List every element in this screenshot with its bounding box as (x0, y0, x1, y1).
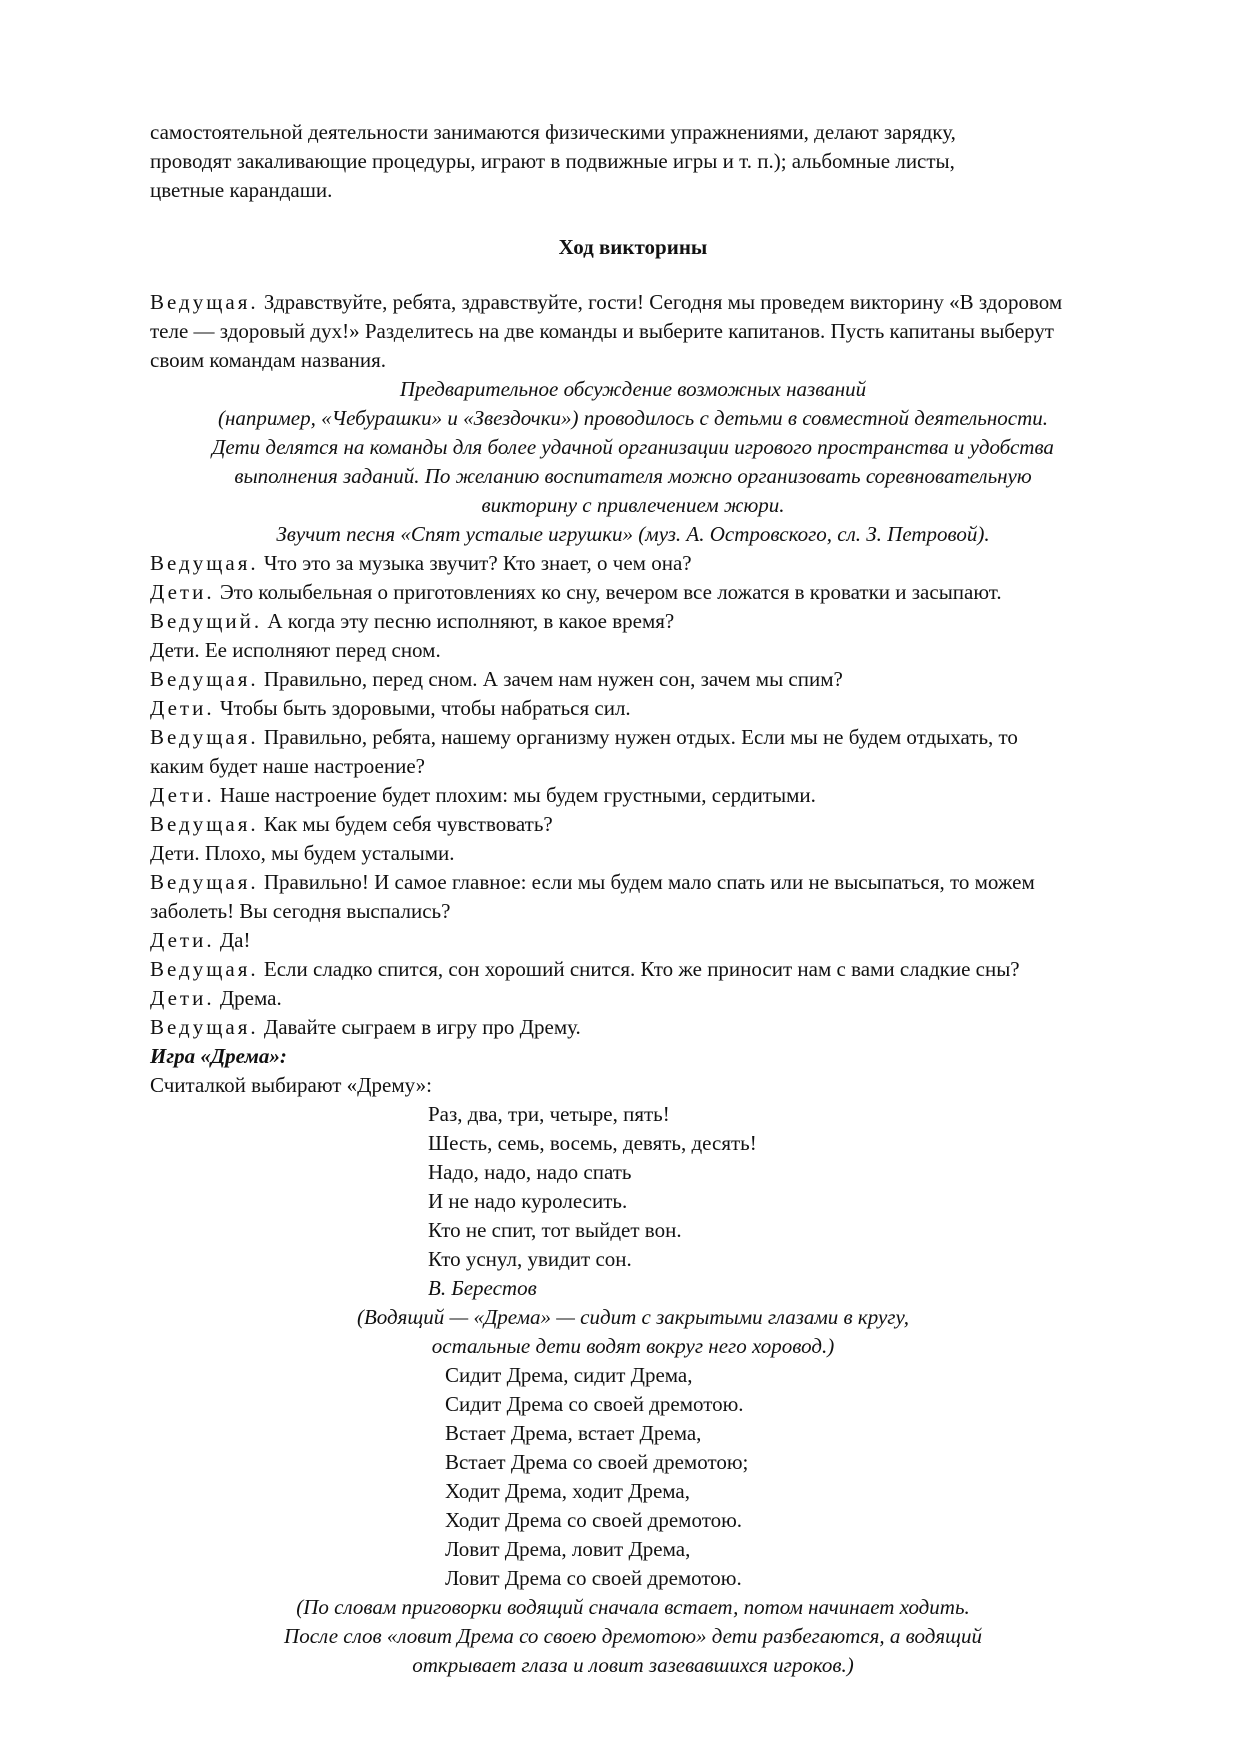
dialogue-line: Ведущий. А когда эту песню исполняют, в какое время? (150, 609, 675, 633)
dialogue-continuation: каким будет наше настроение? (150, 754, 425, 778)
speaker: Дети. (150, 696, 215, 720)
speaker: Ведущая. (150, 551, 259, 575)
speaker: Ведущая. (150, 667, 259, 691)
song-line: Ходит Дрема, ходит Дрема, (445, 1479, 691, 1503)
speaker: Ведущий. (150, 609, 263, 633)
speaker: Ведущая. (150, 870, 259, 894)
rhyme-line: Надо, надо, надо спать (428, 1160, 632, 1184)
speaker: Дети. (150, 580, 215, 604)
dialogue-line: Дети. Ее исполняют перед сном. (150, 638, 441, 662)
song-line: Встает Дрема, встает Дрема, (445, 1421, 702, 1445)
dialogue-line: Дети. Дрема. (150, 986, 282, 1010)
speaker: Дети. (150, 783, 215, 807)
note-line: (например, «Чебурашки» и «Звездочки») проводилось с детьми в совместной деятельности. (217, 406, 1049, 430)
dialogue-line: Дети. Плохо, мы будем усталыми. (150, 841, 455, 865)
rhyme-line: И не надо куролесить. (428, 1189, 628, 1213)
dialogue-line: Ведущая. Если сладко спится, сон хороший снится. Кто же приносит нам с вами сладкие сны? (150, 957, 1020, 981)
song-line: Сидит Дрема со своей дремотою. (445, 1392, 744, 1416)
note-line: Дети делятся на команды для более удачной организации игрового пространства и удобства (212, 435, 1054, 459)
dialogue-line: Дети. Наше настроение будет плохим: мы будем грустными, сердитыми. (150, 783, 816, 807)
dialogue-line: Дети. Чтобы быть здоровыми, чтобы набраться сил. (150, 696, 631, 720)
song-line: Ходит Дрема со своей дремотою. (445, 1508, 743, 1532)
speaker: Дети. (150, 928, 215, 952)
dialogue-line: Ведущая. Как мы будем себя чувствовать? (150, 812, 553, 836)
dialogue-line: Ведущая. Правильно, перед сном. А зачем нам нужен сон, зачем мы спим? (150, 667, 843, 691)
intro-line-3: цветные карандаши. (150, 178, 333, 202)
intro-line-1: самостоятельной деятельности занимаются физическими упражнениями, делают зарядку, (150, 120, 956, 144)
speaker: Дети. (150, 638, 200, 662)
intro-line-2: проводят закаливающие процедуры, играют в подвижные игры и т. п.); альбомные листы, (150, 149, 955, 173)
dialogue-line: Ведущая. Давайте сыграем в игру про Дрему. (150, 1015, 581, 1039)
song-note: Звучит песня «Спят усталые игрушки» (муз. А. Островского, сл. З. Петровой). (276, 522, 990, 546)
opening-line-1: Ведущая. Здравствуйте, ребята, здравствуйте, гости! Сегодня мы проведем викторину «В здоровом (150, 290, 1063, 314)
game-title: Игра «Дрема»: (150, 1044, 287, 1068)
dialogue-line: Ведущая. Что это за музыка звучит? Кто знает, о чем она? (150, 551, 692, 575)
speaker: Ведущая. (150, 290, 259, 314)
game-song (150, 1361, 1116, 1593)
song-line: Ловит Дрема со своей дремотою. (445, 1566, 742, 1590)
note-line: Предварительное обсуждение возможных названий (399, 377, 867, 401)
opening-line-2: теле — здоровый дух!» Разделитесь на две команды и выберите капитанов. Пусть капитаны выберут (150, 319, 1054, 343)
rhyme-line: Шесть, семь, восемь, девять, десять! (428, 1131, 757, 1155)
rhyme-line: Раз, два, три, четыре, пять! (428, 1102, 670, 1126)
speaker: Ведущая. (150, 812, 259, 836)
speaker: Дети. (150, 986, 215, 1010)
dialogue-line: Дети. Да! (150, 928, 251, 952)
rhyme-line: Кто не спит, тот выйдет вон. (428, 1218, 682, 1242)
song-line: Встает Дрема со своей дремотою; (445, 1450, 749, 1474)
speaker: Ведущая. (150, 725, 259, 749)
game-note: (Водящий — «Дрема» — сидит с закрытыми глазами в кругу, (356, 1305, 910, 1329)
counting-intro: Считалкой выбирают «Дрему»: (150, 1073, 432, 1097)
note-line: викторину с привлечением жюри. (481, 493, 785, 517)
dialogue-continuation: заболеть! Вы сегодня выспались? (150, 899, 451, 923)
song-line: Ловит Дрема, ловит Дрема, (445, 1537, 691, 1561)
rhyme-author: В. Берестов (428, 1276, 537, 1300)
dialogue-line: Ведущая. Правильно, ребята, нашему организму нужен отдых. Если мы не будем отдыхать, то (150, 725, 1018, 749)
speaker: Ведущая. (150, 1015, 259, 1039)
rules-note: (По словам приговорки водящий сначала встает, потом начинает ходить. (296, 1595, 970, 1619)
speaker: Ведущая. (150, 957, 259, 981)
opening-line-3: своим командам названия. (150, 348, 387, 372)
document-page (150, 118, 1116, 1680)
section-heading: Ход викторины (558, 235, 708, 259)
song-line: Сидит Дрема, сидит Дрема, (445, 1363, 693, 1387)
dialogue-line: Ведущая. Правильно! И самое главное: если мы будем мало спать или не высыпаться, то можем (150, 870, 1035, 894)
note-line: выполнения заданий. По желанию воспитателя можно организовать соревновательную (234, 464, 1032, 488)
counting-rhyme (150, 1100, 1116, 1303)
game-note: остальные дети водят вокруг него хоровод.) (431, 1334, 835, 1358)
dialogue-line: Дети. Это колыбельная о приготовлениях ко сну, вечером все ложатся в кроватки и засыпают. (150, 580, 1002, 604)
rhyme-line: Кто уснул, увидит сон. (428, 1247, 632, 1271)
speaker: Дети. (150, 841, 200, 865)
rules-note: После слов «ловит Дрема со своею дремотою» дети разбегаются, а водящий (284, 1624, 982, 1648)
rules-note: открывает глаза и ловит зазевавшихся игроков.) (412, 1653, 854, 1677)
